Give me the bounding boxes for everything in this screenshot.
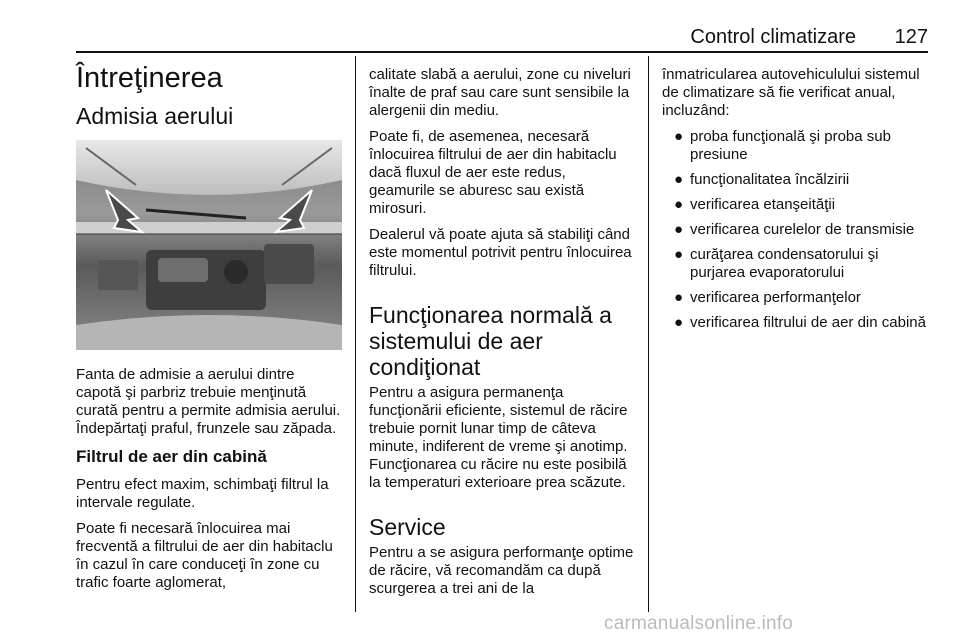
paragraph-air-quality: calitate slabă a aerului, zone cu niveluri înalte de praf sau care sunt sensibile la alergenii din mediu. [369, 66, 631, 119]
chapter-title: Control climatizare [690, 26, 856, 48]
bullet-icon: ● [674, 221, 684, 238]
column-divider [355, 56, 356, 612]
paragraph-air-intake: Fanta de admisie a aerului dintre capotă şi parbriz trebuie menţinută curată pentru a permite admisia aerului. Îndepărtaţi praful, frunzele sau zăpada. [76, 366, 341, 437]
heading-service: Service [369, 514, 446, 540]
list-item: ● verificarea performanţelor [674, 289, 861, 306]
list-item: ● funcţionalitatea încălzirii [674, 171, 850, 188]
paragraph-filter-frequency: Poate fi necesară înlocuirea mai frecventă a filtrului de aer din habitaclu în cazul în care conduceţi în zone cu trafic foarte aglomerat, [76, 520, 333, 591]
paragraph-filter-replace: Poate fi, de asemenea, necesară înlocuirea filtrului de aer din habitaclu dacă fluxul de aer este redus, geamurile se aburesc sau există mirosuri. [369, 128, 617, 217]
column-divider [648, 56, 649, 612]
column-2 [369, 66, 635, 606]
bullet-icon: ● [674, 246, 684, 263]
list-item: ● proba funcţională şi proba sub presiune [674, 128, 891, 163]
checklist [662, 128, 928, 332]
page-number: 127 [894, 26, 928, 48]
paragraph-dealer: Dealerul vă poate ajuta să stabiliţi când este momentul potrivit pentru înlocuirea filtrului. [369, 226, 632, 279]
list-item: ● verificarea etanşeităţii [674, 196, 836, 213]
column-3 [662, 66, 928, 339]
list-item: ● verificarea filtrului de aer din cabină [674, 314, 926, 331]
page-header [76, 26, 928, 50]
engine-bay-photo [76, 140, 342, 350]
column-1 [76, 60, 342, 600]
heading-normal-operation: Funcţionarea normală a sistemului de aer condiţionat [369, 302, 612, 380]
paragraph-filter-change: Pentru efect maxim, schimbaţi filtrul la intervale regulate. [76, 476, 329, 511]
bullet-icon: ● [674, 314, 684, 331]
paragraph-service: Pentru a se asigura performanţe optime de răcire, vă recomandăm ca după scurgerea a trei ani de la [369, 544, 634, 597]
bullet-icon: ● [674, 128, 684, 145]
engine-bay-illustration [76, 140, 342, 350]
heading-cabin-filter: Filtrul de aer din cabină [76, 447, 267, 466]
list-item: ● curăţarea condensatorului şi purjarea evaporatorului [674, 246, 879, 281]
header-rule [76, 51, 928, 53]
bullet-icon: ● [674, 196, 684, 213]
paragraph-monthly-run: Pentru a asigura permanenţa funcţionării eficiente, sistemul de răcire trebuie pornit lunar timp de câteva minute, indiferent de vreme şi anotimp. Funcţionarea cu răcire nu este posibilă la temperaturi exterioare prea scăzute. [369, 384, 628, 491]
paragraph-registration: înmatricularea autovehiculului sistemul de climatizare să fie verificat anual, incluzând: [662, 66, 920, 119]
heading-maintenance: Întreţinerea [76, 62, 223, 94]
heading-air-intake: Admisia aerului [76, 103, 234, 129]
watermark-text: carmanualsonline.info [604, 613, 794, 634]
bullet-icon: ● [674, 171, 684, 188]
bullet-icon: ● [674, 289, 684, 306]
list-item: ● verificarea curelelor de transmisie [674, 221, 915, 238]
